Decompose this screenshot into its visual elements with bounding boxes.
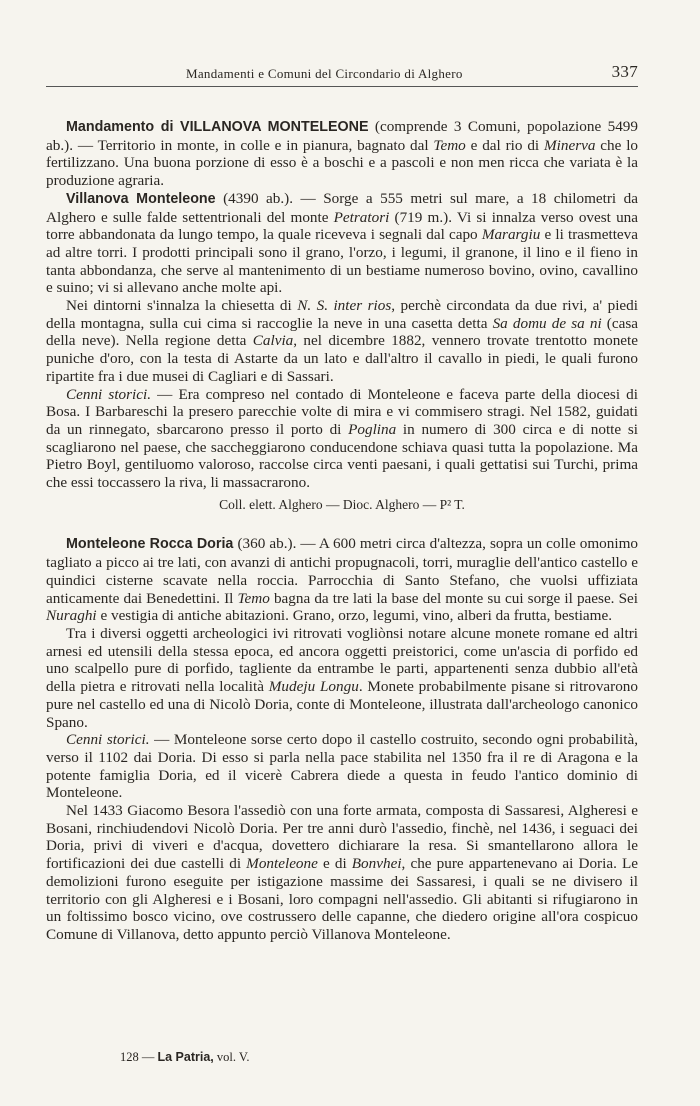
text-run: (casa della neve). Nella regione detta [46, 314, 638, 350]
italic-run: Temo [237, 589, 270, 607]
text-run: e di [317, 855, 352, 873]
text-run: , che pure appartenevano ai Doria. Le demolizioni furono eseguite per istigazione massime dei Sassaresi, i quali se ne divisero il territorio con gli Algheresi e i Bosani, loro compagni nell'assedio. Gli abitanti si rifugiarono in un foltissimo bosco vicino, ove costrussero delle capanne, che diedero origine all'ora cospicuo Comune di Villanova, detto appunto perciò Villanova Monteleone. [46, 855, 638, 943]
italic-run: Monteleone [246, 855, 318, 873]
publication-title: La Patria, [157, 1050, 214, 1064]
paragraph-assedio [46, 802, 638, 944]
italic-run: Poglina [348, 420, 397, 438]
italic-run: N. S. inter rios [297, 297, 392, 315]
text-run: Nel 1433 Giacomo Besora l'assediò con una forte armata, composta di Sassaresi, Algheresi e Bosani, rinchiudendovi Nicolò Doria. Per tre anni durò l'assedio, finchè, nel 1436, i seguaci dei Doria, privi di viveri e d'acqua, dovettero dichiarare la resa. Si smantellarono allora le fortificazioni dei due castelli di [46, 802, 638, 873]
entry-head: Monteleone Rocca Doria [66, 536, 234, 553]
italic-run: Cenni storici. [66, 385, 152, 403]
signature-mark: 128 — [120, 1050, 155, 1064]
paragraph-villanova [46, 190, 638, 297]
text-run: , nel dicembre 1882, vennero trovate trentotto monete puniche d'oro, con la testa di Astarte da un lato e dall'altro il cavallo in piedi, le quali furono ripartite fra i due musei di Cagliari e di Sassari. [46, 332, 639, 385]
page-body [46, 118, 638, 944]
italic-run: Marargiu [481, 226, 541, 244]
text-run: . Monete probabilmente pisane si ritrovarono pure nel castello ed una di Nicolò Doria, conte di Monteleone, illustrata dall'archeologo canonico Spano. [46, 678, 638, 731]
collegio-line: Coll. elett. Alghero — Dioc. Alghero — P² T. [219, 496, 465, 512]
italic-run: Nuraghi [46, 607, 97, 625]
signature-footer [120, 1050, 249, 1065]
text-run: — Monteleone sorse certo dopo il castello costruito, secondo ogni probabilità, verso il 1102 dai Doria. Di esso si parla nella pace stabilita nel 1350 fra il re di Aragona e la potente famiglia Doria, ed il vicerè Cabrera diede a questa in feudo l'antico dominio di Monteleone. [46, 731, 638, 802]
text-run: , perchè circondata da due rivi, a' piedi della montagna, sulla cui cima si raccoglie la neve in una casetta detta [46, 297, 638, 332]
text-run: — Era compreso nel contado di Monteleone e faceva parte della diocesi di Bosa. I Barbareschi la presero parecchie volte di mira e vi commisero stragi. Nel 1582, guidati da un rinnegato, sbarcarono presso il porto di [46, 385, 638, 438]
italic-run: Calvia [252, 332, 294, 350]
page-number: 337 [611, 62, 638, 81]
text-run: che lo fertilizzano. Una buona porzione di esso è a boschi e a pascoli e non men ricca che variata è la produzione agraria. [46, 136, 639, 190]
italic-run: Petratori [333, 208, 390, 226]
paragraph-oggetti [46, 625, 638, 731]
text-run: Nei dintorni s'innalza la chiesetta di [66, 297, 298, 315]
text-run: (4390 ab.). — Sorge a 555 metri sul mare, a 18 chilometri da Alghero e sulle falde settentrionali del monte [46, 189, 638, 226]
text-run: e li trasmetteva ad altre torri. I prodotti principali sono il grano, l'orzo, i legumi, il granone, il lino e il fieno in tanta abbondanza, che serve al mantenimento di un bestiame numeroso bovino, ovino, cavallino e suino; vi si allevano anche molte api. [46, 226, 638, 297]
paragraph-cenni-storici-2 [46, 731, 638, 802]
running-title: Mandamenti e Comuni del Circondario di Alghero [186, 66, 463, 81]
text-run: bagna da tre lati la base del monte su cui sorge il paese. Sei [269, 589, 638, 607]
text-run: e dal rio di [465, 136, 544, 154]
running-header [46, 64, 638, 87]
volume-label: vol. V. [216, 1050, 250, 1064]
text-run: (719 m.). Vi si innalza verso ovest una torre abbandonata da lungo tempo, la quale riceveva i segnali dal capo [46, 208, 638, 244]
italic-run: Minerva [543, 136, 596, 154]
italic-run: Sa domu de sa ni [492, 314, 602, 332]
text-run: (360 ab.). — A 600 metri circa d'altezza, sopra un colle omonimo tagliato a picco ai tre lati, con avanzi di antichi propugnacoli, torri, muraglie dell'antico castello e quindici cisterne scavate nella roccia. Parrocchia di Santo Stefano, che vuolsi uffiziata anticamente dai Benedettini. Il [46, 535, 638, 607]
paragraph-mandamento [46, 118, 638, 190]
italic-run: Temo [433, 136, 466, 154]
italic-run: Mudeju Longu [268, 678, 359, 696]
text-run: in numero di 300 circa e di notte si scagliarono nel paese, che saccheggiarono conducendone schiava quasi tutta la popolazione. Ma Pietro Boyl, gentiluomo valoroso, raccolse circa venti paesani, i quali gettatisi sui Turchi, prima che essi toccassero la riva, li massacrarono. [46, 420, 638, 492]
text-run: e vestigia di antiche abitazioni. Grano, orzo, legumi, vino, alberi da frutta, bestiame. [96, 607, 612, 625]
entry-head: Mandamento di VILLANOVA MONTELEONE [66, 119, 369, 135]
paragraph-dintorni [46, 297, 638, 386]
entry-head: Villanova Monteleone [66, 190, 216, 207]
paragraph-cenni-storici-1 [46, 386, 638, 492]
text-run: Tra i diversi oggetti archeologici ivi ritrovati vogliònsi notare alcune monete romane ed altri arnesi ed utensili della stessa epoca, ed ancora oggetti preistorici, come un'ascia di porfido ed uno scalpello pure di porfido, tagliente da entrambe le parti, appartenenti senza dubbio all'età della pietra e ritrovati nella località [46, 624, 638, 696]
italic-run: Bonvhei [351, 855, 402, 873]
paragraph-rocca-doria [46, 535, 638, 625]
text-run: (comprende 3 Comuni, popolazione 5499 ab.). — Territorio in monte, in colle e in pianura, bagnato dal [46, 118, 638, 154]
italic-run: Cenni storici. [66, 731, 150, 749]
